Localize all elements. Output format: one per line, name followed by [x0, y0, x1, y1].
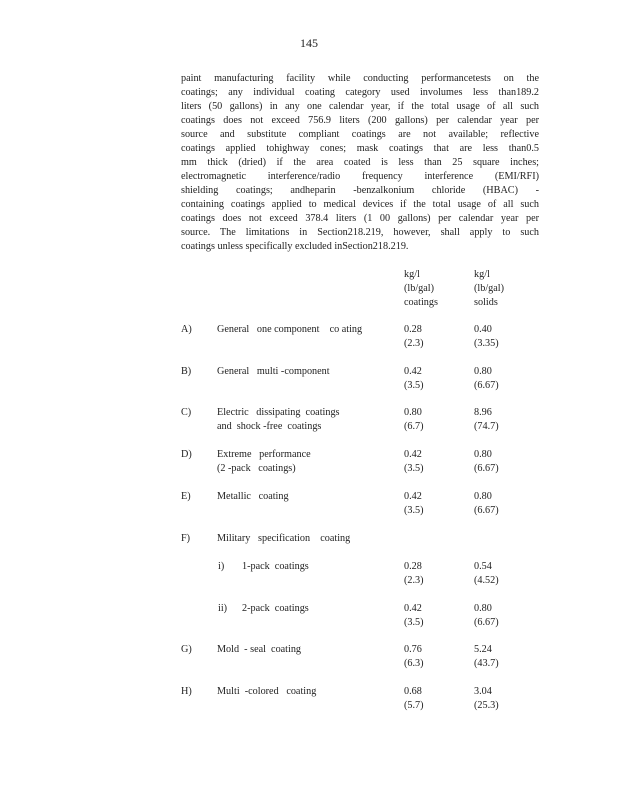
- row-description: Electric dissipating coatings and shock -free coatings: [217, 407, 340, 432]
- row-letter: D): [181, 449, 192, 460]
- table-row: [0, 323, 618, 353]
- body-paragraph: [181, 72, 539, 254]
- paragraph-line: paint manufacturing facility while conducting performancetests on the: [181, 73, 539, 84]
- table-row: [0, 490, 618, 520]
- solids-value: 5.24 (43.7): [474, 644, 499, 669]
- table-row: [0, 643, 618, 673]
- paragraph-line: mm thick (dried) if the area coated is less than 25 square inches;: [181, 157, 539, 168]
- header-label: coatings: [404, 297, 438, 308]
- coatings-value: 0.76 (6.3): [404, 644, 424, 669]
- paragraph-line: containing coatings applied to medical devices if the total usage of all such: [181, 199, 539, 210]
- solids-value: 0.80 (6.67): [474, 366, 499, 391]
- paragraph-line: source. The limitations in Section218.219, however, shall apply to such: [181, 227, 539, 238]
- table-row: [0, 365, 618, 395]
- row-letter: B): [181, 366, 192, 377]
- header-unit: (lb/gal): [404, 283, 434, 294]
- paragraph-line: coatings; any individual coating category used involumes less than189.2: [181, 87, 539, 98]
- row-description: Multi -colored coating: [217, 686, 317, 697]
- table-subrow: [0, 560, 618, 590]
- row-description: 2-pack coatings: [242, 603, 309, 614]
- paragraph-line: electromagnetic interference/radio frequency interference (EMI/RFI): [181, 171, 539, 182]
- coatings-value: 0.42 (3.5): [404, 603, 424, 628]
- coatings-value: 0.42 (3.5): [404, 366, 424, 391]
- solids-value: 0.80 (6.67): [474, 491, 499, 516]
- row-description: Mold - seal coating: [217, 644, 302, 655]
- subrow-numeral: ii): [218, 603, 228, 614]
- header-label: solids: [474, 297, 498, 308]
- solids-value: 0.40 (3.35): [474, 324, 499, 349]
- column-header-coatings: [404, 268, 438, 310]
- coatings-value: 0.42 (3.5): [404, 449, 424, 474]
- solids-value: 0.80 (6.67): [474, 449, 499, 474]
- row-description: Military specification coating: [217, 533, 351, 544]
- row-letter: C): [181, 407, 192, 418]
- column-header-solids: [474, 268, 504, 310]
- solids-value: 0.54 (4.52): [474, 561, 499, 586]
- header-unit: kg/l: [404, 269, 420, 280]
- paragraph-line: coatings does not exceed 756.9 liters (200 gallons) per calendar year per: [181, 115, 539, 126]
- row-description: General multi -component: [217, 366, 330, 377]
- row-letter: E): [181, 491, 191, 502]
- table-row: [0, 448, 618, 478]
- table-row: [0, 685, 618, 715]
- row-description: General one component co ating: [217, 324, 363, 335]
- table-row: [0, 406, 618, 436]
- row-letter: H): [181, 686, 192, 697]
- row-description: Metallic coating: [217, 491, 289, 502]
- paragraph-line: source and substitute compliant coatings are not available; reflective: [181, 129, 539, 140]
- table-subrow: [0, 602, 618, 632]
- coatings-value: 0.28 (2.3): [404, 561, 424, 586]
- paragraph-line: shielding coatings; andheparin -benzalkonium chloride (HBAC) -: [181, 185, 539, 196]
- coatings-value: 0.28 (2.3): [404, 324, 424, 349]
- solids-value: 8.96 (74.7): [474, 407, 499, 432]
- row-description: 1-pack coatings: [242, 561, 309, 572]
- table-row: [0, 532, 618, 562]
- header-unit: kg/l: [474, 269, 490, 280]
- coatings-value: 0.42 (3.5): [404, 491, 424, 516]
- row-letter: G): [181, 644, 192, 655]
- paragraph-line: coatings unless specifically excluded inSection218.219.: [181, 241, 409, 252]
- solids-value: 3.04 (25.3): [474, 686, 499, 711]
- solids-value: 0.80 (6.67): [474, 603, 499, 628]
- coatings-value: 0.80 (6.7): [404, 407, 424, 432]
- paragraph-line: coatings applied tohighway cones; mask coatings that are less than0.5: [181, 143, 539, 154]
- row-description: Extreme performance (2 -pack coatings): [217, 449, 311, 474]
- paragraph-line: coatings does not exceed 378.4 liters (1 00 gallons) per calendar year per: [181, 213, 539, 224]
- row-letter: F): [181, 533, 191, 544]
- header-unit: (lb/gal): [474, 283, 504, 294]
- subrow-numeral: i): [218, 561, 225, 572]
- paragraph-line: liters (50 gallons) in any one calendar year, if the total usage of all such: [181, 101, 539, 112]
- coatings-value: 0.68 (5.7): [404, 686, 424, 711]
- row-letter: A): [181, 324, 192, 335]
- page-number: 145: [300, 36, 318, 50]
